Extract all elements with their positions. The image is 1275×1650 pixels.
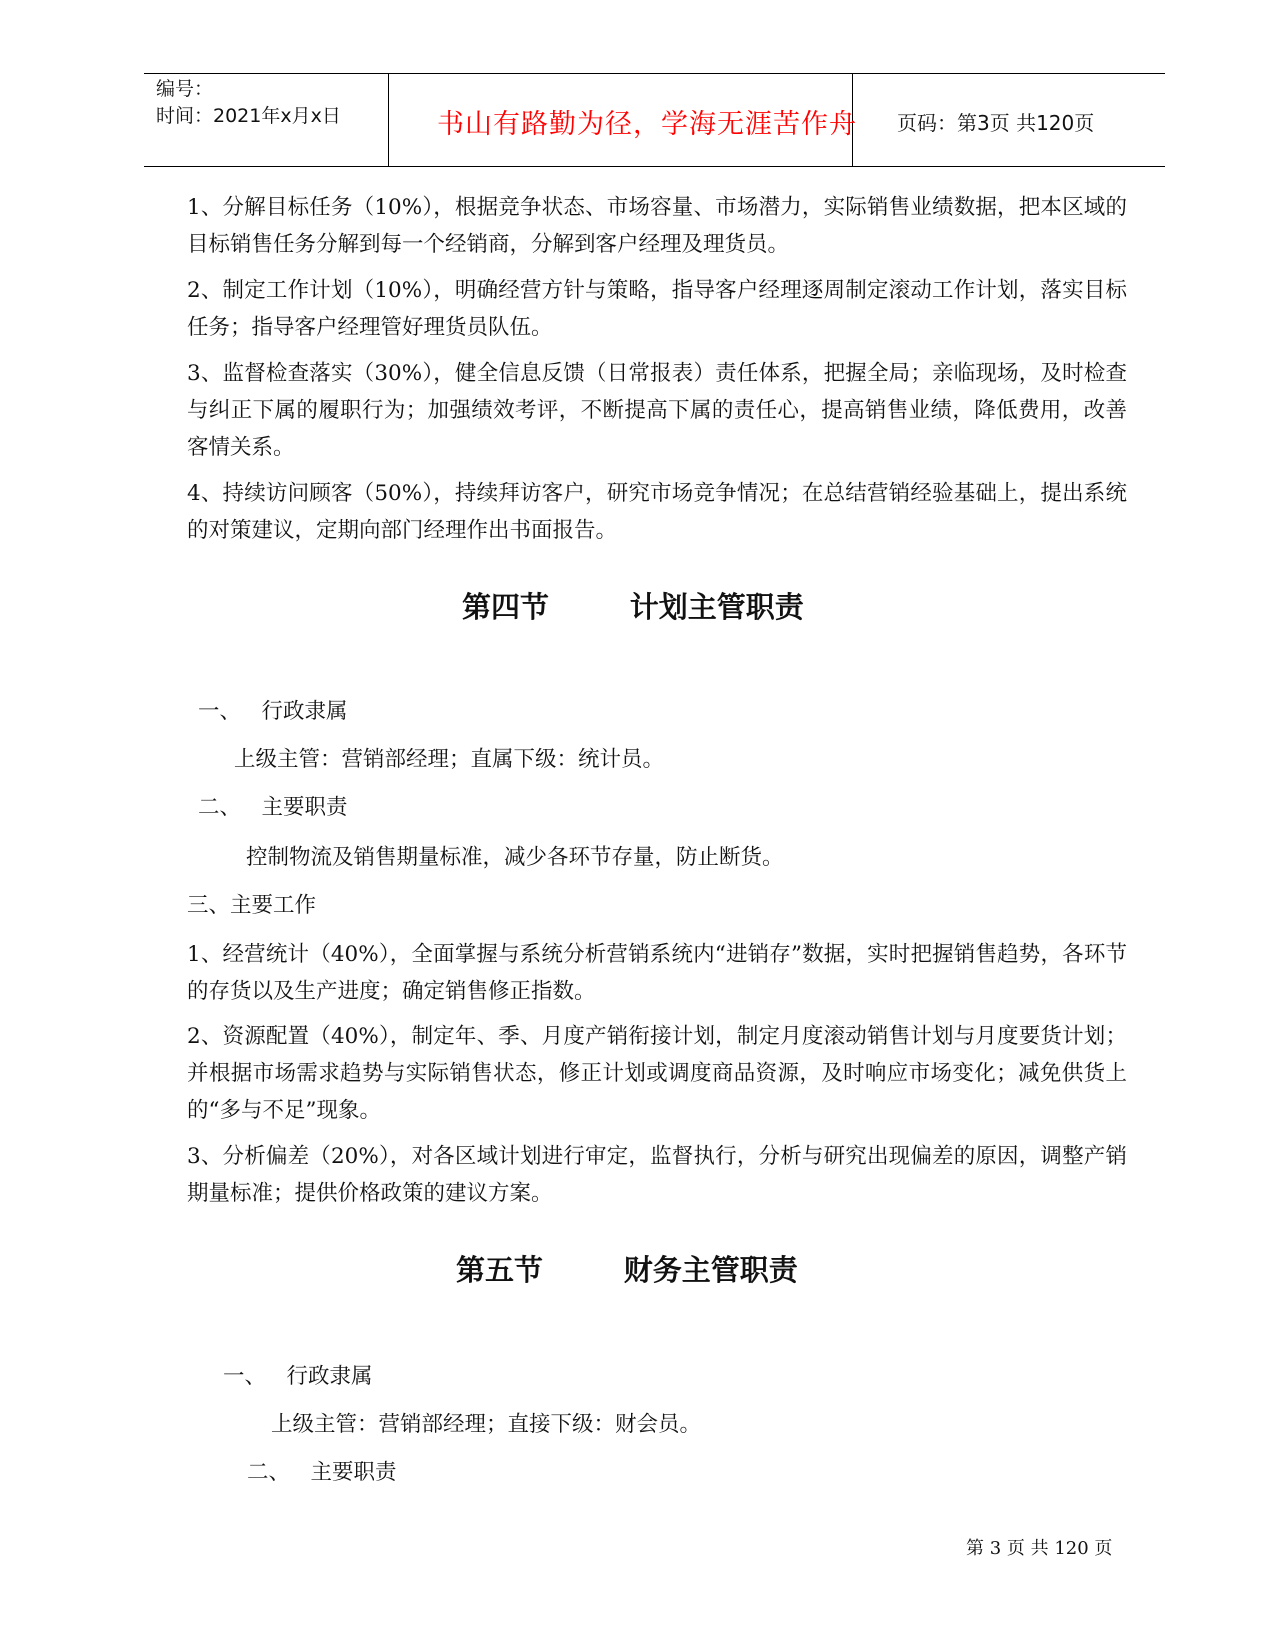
document-header: [144, 73, 1165, 167]
paragraph: 2、制定工作计划（10%），明确经营方针与策略，指导客户经理逐周制定滚动工作计划，落实目标任务；指导客户经理管好理货员队伍。: [187, 278, 1127, 340]
number-label: 编号：: [156, 78, 214, 100]
body-line: 上级主管：营销部经理；直属下级：统计员。: [234, 747, 665, 772]
subheading: 三、主要工作: [187, 893, 317, 918]
paragraph: 1、分解目标任务（10%），根据竞争状态、市场容量、市场潜力，实际销售业绩数据，把本区域的目标销售任务分解到每一个经销商，分解到客户经理及理货员。: [187, 195, 1127, 257]
subheading: 二、 主要职责: [247, 1460, 397, 1485]
paragraph: 1、经营统计（40%），全面掌握与系统分析营销系统内“进销存”数据，实时把握销售趋势，各环节的存货以及生产进度；确定销售修正指数。: [187, 942, 1127, 1004]
header-meta: [156, 76, 341, 130]
motto: 书山有路勤为径，学海无涯苦作舟: [437, 109, 857, 140]
page-code: 页码：第3页 共120页: [897, 111, 1095, 135]
header-divider: [388, 74, 389, 166]
section-title: 第四节 计划主管职责: [462, 590, 804, 624]
paragraph: 3、分析偏差（20%），对各区域计划进行审定，监督执行，分析与研究出现偏差的原因，调整产销期量标准；提供价格政策的建议方案。: [187, 1144, 1127, 1206]
subheading: 一、 行政隶属: [223, 1364, 373, 1389]
paragraph: 3、监督检查落实（30%），健全信息反馈（日常报表）责任体系，把握全局；亲临现场，及时检查与纠正下属的履职行为；加强绩效考评，不断提高下属的责任心，提高销售业绩，降低费用，改善客情关系。: [187, 361, 1127, 460]
body-line: 上级主管：营销部经理；直接下级：财会员。: [271, 1412, 702, 1437]
paragraph: 4、持续访问顾客（50%），持续拜访客户，研究市场竞争情况；在总结营销经验基础上，提出系统的对策建议，定期向部门经理作出书面报告。: [187, 481, 1127, 543]
body-line: 控制物流及销售期量标准，减少各环节存量，防止断货。: [246, 845, 784, 870]
page-footer: 第 3 页 共 120 页: [966, 1538, 1113, 1559]
time-label: 时间：2021年x月x日: [156, 105, 341, 127]
section-title: 第五节 财务主管职责: [456, 1253, 798, 1287]
paragraph: 2、资源配置（40%），制定年、季、月度产销衔接计划，制定月度滚动销售计划与月度要货计划；并根据市场需求趋势与实际销售状态，修正计划或调度商品资源，及时响应市场变化；减免供货上的“多与不足”现象。: [187, 1024, 1127, 1123]
subheading: 二、 主要职责: [198, 795, 348, 820]
subheading: 一、 行政隶属: [198, 699, 348, 724]
